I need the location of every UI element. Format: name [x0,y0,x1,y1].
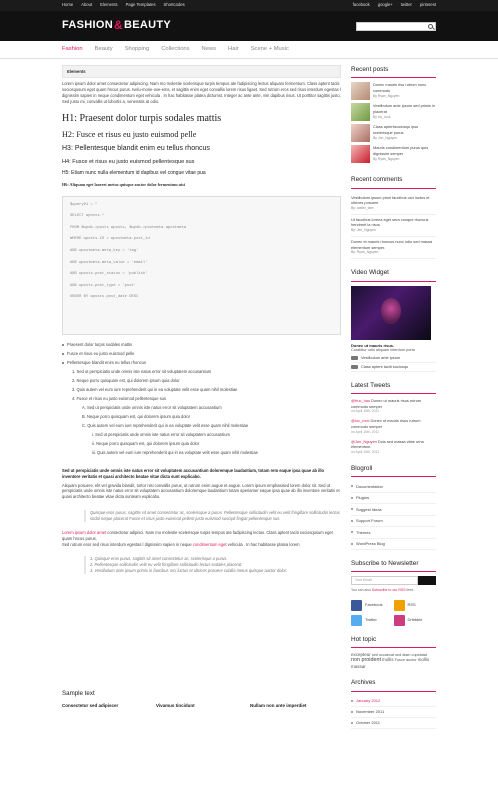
paragraph-link[interactable]: Lorem ipsum dolor amet [62,530,107,536]
tag[interactable]: occaecat sed diam [378,652,411,657]
tag[interactable]: Fusce [394,658,405,663]
archive-link[interactable]: January 2012 [351,696,436,707]
code-line: AND wposts.post_status = 'publish' [70,272,148,277]
video-link[interactable] [351,354,436,363]
post-thumbnail[interactable] [351,82,370,100]
list-item [62,377,341,386]
topbar-links [62,2,185,8]
list-item [62,368,341,377]
comment-author: By: walter_tam [351,205,374,210]
blogroll-link[interactable]: Support Forum [351,516,436,528]
widget-recent-posts [351,65,436,166]
list-item-text: iii. Quis autem vel eum iure reprehenderit qui in ea voluptate velit esse quam nihil molestiae [92,450,258,456]
list-item [62,395,341,404]
video-caption: Donec ut mauris risus. [351,342,395,348]
list-item [62,413,341,422]
paragraph-3b [62,542,341,548]
breadcrumb: Elements [62,65,341,78]
tag[interactable]: non proident [351,657,381,664]
code-line: FROM $wpdb->posts wposts, $wpdb->postmeta wpostmeta [70,225,187,230]
widget-title: Blogroll [351,464,436,477]
nav-beauty[interactable]: Beauty [94,46,113,53]
nav-fashion[interactable]: Fashion [62,46,83,53]
widget-video [351,268,436,372]
social-rss[interactable] [394,600,437,611]
list-item-text: A. Sed ut perspiciatis unde omnis iste natus error sit voluptatem accusantium [82,405,222,411]
paragraph-3b-end: vehicula . In hac habitasse platea lorem [226,541,300,547]
social-label: Dribbble [407,617,423,623]
code-line: WHERE wposts.ID = wpostmeta.post_id [70,237,150,242]
post-title[interactable]: Class aptentsociosqu ipsu scelerisque purus [373,124,419,135]
tweet-text: Duis sed massa vitae urna elementum. [351,438,424,450]
quote-list [84,556,341,574]
paragraph-link[interactable]: condimentum eget [192,541,227,547]
widget-title: Video Widget [351,268,436,281]
search-input[interactable] [356,22,436,31]
footer-section [62,690,341,710]
heading-h6: H6: Aliquam eget laoreet metus quisque auctor dolor fermentum nisi [62,181,185,187]
recent-post[interactable] [351,103,436,124]
list-item [62,422,341,431]
list-item-text: Pellentesque blandit enim eu tellus rhoncus [67,360,146,366]
tweet-user-link[interactable]: @lov_rock [351,418,370,424]
topbar-twitter[interactable]: twitter [400,2,412,8]
topbar-facebook[interactable]: facebook [352,2,370,8]
blogroll-link[interactable]: Themes [351,527,436,539]
main-content [62,65,341,709]
paragraph-2: Aliquam posuere, elit vel gravida blandit, tortor nisi convallis purus, ut rutrum enim augue et augue. Lorem ipsum emphasised lorem dolor sit. Sed ut perspiciatis unde omnis iste natus error sit voluptatem accusantium doloremque laudantium totam aperiamer eaque ipsa quae ab illo inventore veritatis et quasi architecto beatae vitae dicta sunteam explicabo. [62,482,340,500]
footer-col-3: Nullam non ante imperdiet [250,702,307,708]
heading-h3: H3: Pellentesque blandit enim eu tellus rhoncus [62,145,210,153]
social-facebook[interactable] [351,600,394,611]
video-link-label: Class aptent taciti sociosqu [361,364,409,370]
social-twitter[interactable] [351,615,394,626]
topbar-link-about[interactable]: About [81,2,93,8]
rss-icon [394,600,405,611]
list-item-text: 2. Neque porro quisquam est, qui dolorem ipsum quia dolor [72,378,180,384]
topbar-link-home[interactable]: Home [62,2,74,8]
list-item [62,341,341,350]
bullet-icon [62,362,64,364]
tweet-user-link[interactable]: @fruc_hau [351,398,371,404]
tweet-user-link[interactable]: @Jon_Nguyen [351,438,377,444]
topbar [0,0,498,11]
site-header [0,11,498,41]
video-player[interactable] [351,286,431,340]
post-author: By Ryan_Nguyen [373,93,400,98]
list-item-text: Praesent dolor turpis sodales mattis [67,342,133,348]
paragraph-3 [62,530,341,542]
tag[interactable]: mollis massar [351,657,430,669]
topbar-link-page-templates[interactable]: Page Templates [125,2,156,8]
post-author: By Jon_Nguyen [373,135,397,140]
list-item [62,404,341,413]
comment-text[interactable]: Donec et mauris rhoncus nunc odio sed massa elementum semper. [351,239,433,250]
widget-title: Archives [351,678,436,691]
recent-post[interactable] [351,124,436,145]
recent-post[interactable] [351,145,436,166]
tweet [351,418,436,434]
topbar-social [353,2,436,8]
widget-title: Recent posts [351,65,436,78]
tweet-date: on April 15th, 2011 [351,429,380,434]
heading-h5: H5: Etiam nunc nulla elementum id dapibus vel congue vitae pua [62,170,206,177]
widget-title: Hot topic [351,635,436,648]
bullet-icon [62,344,64,346]
blogroll-link[interactable]: Suggest Ideas [351,504,436,516]
quote-list-item: 3. Vestibulum ante ipsum primis in faucibus orci luctus et ultrices posuere cubilia metus quisque auctor dolor. [90,567,287,573]
heading-h1: H1: Praesent dolor turpis sodales mattis [62,112,222,124]
widget-title: Recent comments [351,175,436,188]
blogroll-link[interactable]: Documentation [351,481,436,493]
video-subtitle: Curabitur odio aliquam interdum porta [351,348,415,353]
list-item-text: C. Quis autem vel eum iure reprehenderit qui in ea voluptate velit esse quam nihil molestiae [82,423,249,429]
topbar-pinterest[interactable]: pinterest [419,2,436,8]
rss-link[interactable]: Subscribe to our RSS [371,588,406,593]
video-link[interactable] [351,363,436,372]
comment-text[interactable]: Ut faucibus lorena eget sera conque rhoncus hendrerit la risus [351,216,429,228]
tweet [351,398,436,414]
blogroll-link[interactable]: WordPress Blog [351,539,436,551]
list-item [62,431,341,440]
code-line: ORDER BY wposts.post_date DESC [70,295,139,300]
recent-comment[interactable] [351,193,436,215]
nav-scene-music[interactable]: Scene + Music [250,46,289,53]
code-line: $query01 = " [70,202,98,207]
list-item-text: Fusce et risus eu justo euismod pelle [67,351,135,357]
sidebar [351,65,436,738]
twitter-icon [351,615,362,626]
paragraph-3b-text: Sed rutrum eros sed risus interdum egestas l dignissim sapien in neque [62,541,193,547]
list-item-text: ii. Neque porro quisquam est, qui dolorem ipsum quia dolor [92,441,200,447]
post-author: By lov_rock [373,114,391,119]
social-label: RSS [407,602,416,608]
logo-amp: & [114,18,123,33]
tweet-text: Donec ut mauris risus rutrum commodo semper [351,398,422,409]
widget-title: Subscribe to Newsletter [351,559,436,572]
recent-post[interactable] [351,82,436,103]
nav-hair[interactable]: Hair [228,46,239,53]
comment-author: By: Ryan_Nguyen [351,250,379,255]
main-nav [0,41,498,59]
site-logo[interactable] [62,17,171,34]
post-title[interactable]: Mauris condimentum purus quis dignissim semper [373,145,429,156]
tag[interactable]: sint [371,652,378,657]
code-block [62,196,341,335]
rss-note-pre: You can also [351,588,372,593]
rss-note-post: feed [405,588,414,593]
intro-paragraph: Lorem ipsum dolor amet consectetur adipiscing. Nam mo molestie scelerisque turpis tempus ate fadipiscing lectus aliquam fermentum. Class aptent taciti sociosqusum eget quam hncus purus. Ivelu-morie-ove-ems, et sagittis enim eget convallis lorem risus ligaet. Sed rutrum eros sed risus interdum egestas l dignissim sapien in neque condimentum eget vehicula . In hac habitasse platea dictumst. Integer ac ante ante, vim dapibus risus. Ut porttitor sagittis justo, Sed justo mi, convallis ut lobortis a, venenatis at odio. [62,81,341,104]
social-links [351,600,436,626]
heading-h4: H4: Fusce et risus eu justo euismod pellentesque sus [62,159,195,166]
paragraph-3-text: consectetur adipisci. Nam mo molestie scelerisque turpis tempus ate fadipiscing lectus. Class aptent taciti sociosqusum eget quam hncus purus. [62,530,333,542]
list-item-text: B. Neque porro quisquam est, qui dolorem ipsum quia dolor [82,414,191,420]
tag[interactable]: auctor [406,658,417,663]
list-item-text: i. Sed ut perspiciatis unde omnis iste natus error sit voluptatem accusantium [92,432,230,438]
post-author: By Ryan_Nguyen [373,156,400,161]
facebook-icon [351,600,362,611]
comment-author: By: Jen_Nguyen [351,228,376,233]
list-item [62,440,341,449]
widget-newsletter [351,559,436,625]
widget-hot-topic [351,635,436,670]
list-item-text: 3. Quis autem vel eum iure reprehenderit qui in ea voluptate velit esse quam nihil molestiae [72,387,238,393]
widget-blogroll [351,464,436,550]
nav-shopping[interactable]: Shopping [124,46,150,53]
logo-part1: FASHION [62,19,113,32]
list-item-text: 4. Fusce et risus eu justo euismod pellentesque sus [72,396,166,402]
subscribe-button[interactable] [418,576,436,585]
widget-tweets [351,381,436,455]
logo-part2: BEAUTY [123,19,171,32]
quote-list-item: 2. Pellentesque sollicitudin velit eu velit fringillare sollicitudin lectus sodales placerat. [90,561,243,567]
tweet [351,439,436,455]
search-icon[interactable] [428,24,433,29]
topbar-link-shortcodes[interactable]: Shortcodes [163,2,185,8]
post-title[interactable]: Vestibulum ante ipsum sed primis in placerat [373,103,436,114]
tag[interactable]: cupidatat [411,652,427,657]
rss-note [351,588,436,593]
topbar-link-elements[interactable]: Elements [100,2,118,8]
video-icon [351,365,358,369]
footer-columns [62,703,341,710]
bullet-icon [62,353,64,355]
bold-paragraph-text: Sed ut perspiciatis unde omnis iste natus error sit voluptatem accusantium doloremque laudantium, totam rem eaque ipsa quae ab illo inventore veritatis et quasi architecto beatae vitae dicta sunt explicabo. [62,467,325,479]
post-thumbnail[interactable] [351,124,370,142]
blockquote: Quisque eros purus, sagittis sit amet consectetur ac, scelerisque a purus. Pellentesque sollicitudin velit eu velit fringillare sollicitudin lectus sodal neque placerat Fusce et risus justo euismod pellent justo euismod suscipit fingiat pellentesque sus. [84,510,341,522]
recent-comment[interactable] [351,215,436,237]
tweet-date: on April 15th, 2011 [351,409,380,414]
newsletter-form [351,576,436,585]
heading-h2: H2: Fusce et risus eu justo euismod pelle [62,130,197,140]
tag[interactable]: excepteur [351,651,371,657]
tweet-text: Donec ut mauris risus rutrum commodo semper [351,418,421,430]
widget-recent-comments [351,175,436,259]
video-icon [351,356,358,360]
comment-text[interactable]: Vestibulum ipsum primi faucibus orci luctus et ultrices posuere [351,194,430,206]
post-thumbnail[interactable] [351,145,370,163]
recent-comment[interactable] [351,237,436,259]
archive-link[interactable]: October 2011 [351,718,436,729]
email-field[interactable]: Your Email [351,576,418,585]
footer-title: Sample text [62,689,95,697]
list-item [62,386,341,395]
topbar-googleplus[interactable]: google+ [377,2,393,8]
list-item [62,359,341,368]
dribbble-icon [394,615,405,626]
post-title[interactable]: Donec mauris risu rutrum nunc commodo [373,82,427,93]
code-line: AND wpostmeta.meta_value = 'email' [70,260,148,265]
list-item [62,449,341,458]
tag[interactable]: mollis [382,657,394,663]
tweet-date: on April 15th, 2011 [351,449,380,454]
quote-list-item: 1. Quisque eros purus, sagittis sit amet consectetur ac, scelerisque a purus. [90,555,228,561]
list-item [62,350,341,359]
tag-cloud [351,652,436,670]
blogroll-link[interactable]: Plugins [351,493,436,505]
list-item-text: 1. Sed ut perspiciatis unde omnis iste natus error sit voluptatem accusantium [72,369,212,375]
bold-paragraph [62,468,341,480]
social-label: Twitter [365,617,377,623]
social-label: Facebook [365,602,383,608]
widget-title: Latest Tweets [351,381,436,394]
nav-news[interactable]: News [201,46,217,53]
archive-link[interactable]: November 2011 [351,707,436,718]
code-line: AND wpostmeta.meta_key = 'tag' [70,249,139,254]
footer-col-2: Vivamus tincidunt [156,702,195,708]
sample-list [62,341,341,458]
social-dribbble[interactable] [394,615,437,626]
post-thumbnail[interactable] [351,103,370,121]
nav-collections[interactable]: Collections [161,46,190,53]
widget-archives [351,678,436,728]
code-line: AND wposts.post_type = 'post' [70,283,137,288]
footer-col-1: Consectetur sed adipiscer [62,702,119,708]
code-line: SELECT wposts.* [70,214,105,219]
video-link-label: Vestibulum ante ipsum [361,355,401,361]
